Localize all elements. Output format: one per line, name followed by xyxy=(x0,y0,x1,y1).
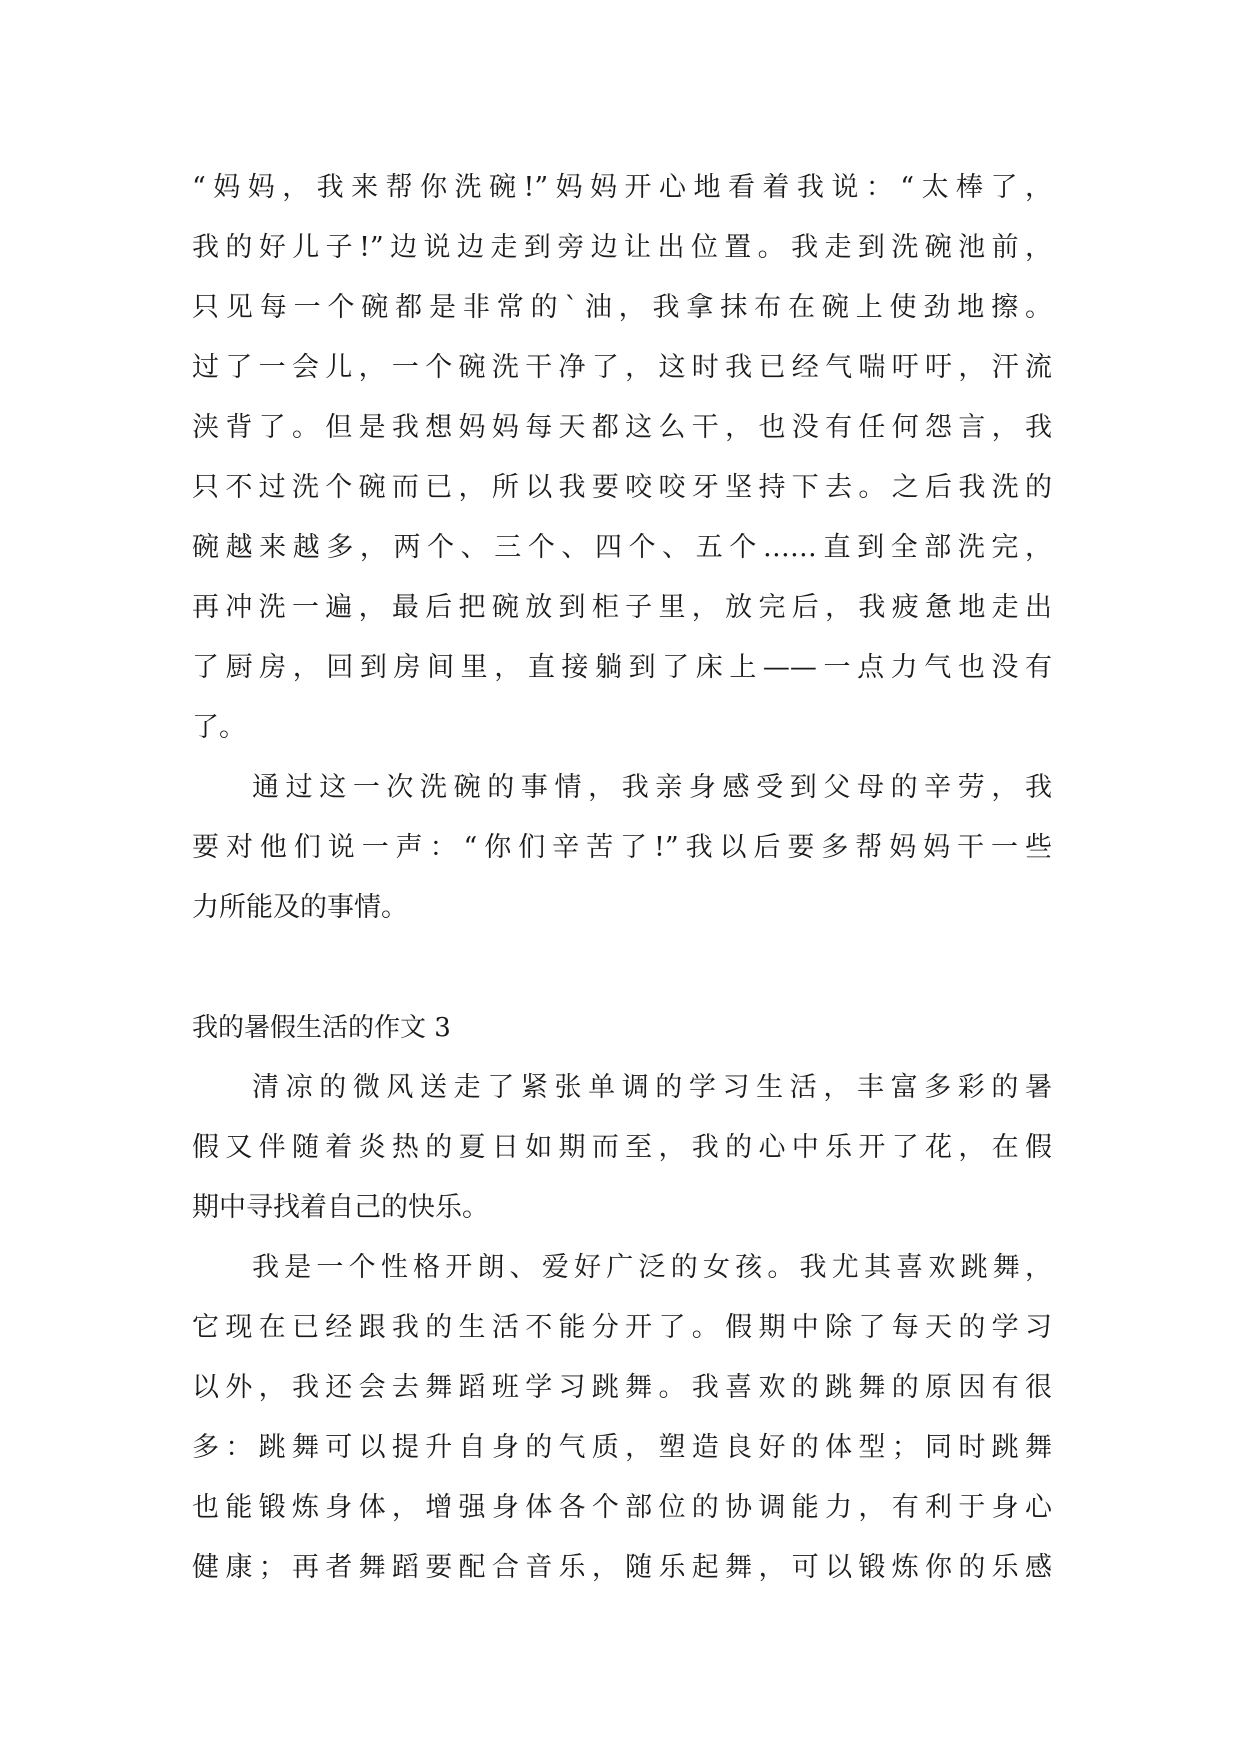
paragraph-line: 只见每一个碗都是非常的`油，我拿抹布在碗上使劲地擦。 xyxy=(192,292,1052,323)
paragraph-line: 通过这一次洗碗的事情，我亲身感受到父母的辛劳，我 xyxy=(252,772,1052,803)
paragraph-line: 只不过洗个碗而已，所以我要咬咬牙坚持下去。之后我洗的 xyxy=(192,472,1052,503)
paragraph-line: 我是一个性格开朗、爱好广泛的女孩。我尤其喜欢跳舞， xyxy=(252,1252,1052,1283)
paragraph-summer-intro xyxy=(192,1058,1052,1238)
paragraph-line: 期中寻找着自己的快乐。 xyxy=(192,1192,489,1223)
paragraph-dishwashing xyxy=(192,158,1052,758)
paragraph-line: 了厨房，回到房间里，直接躺到了床上——一点力气也没有 xyxy=(192,652,1052,683)
paragraph-line: 健康；再者舞蹈要配合音乐，随乐起舞，可以锻炼你的乐感 xyxy=(192,1552,1052,1583)
paragraph-line: 要对他们说一声：“你们辛苦了!”我以后要多帮妈妈干一些 xyxy=(192,832,1052,863)
paragraph-line: 假又伴随着炎热的夏日如期而至，我的心中乐开了花，在假 xyxy=(192,1132,1052,1163)
paragraph-line: 清凉的微风送走了紧张单调的学习生活，丰富多彩的暑 xyxy=(252,1072,1052,1103)
paragraph-line: 浃背了。但是我想妈妈每天都这么干，也没有任何怨言，我 xyxy=(192,412,1052,443)
paragraph-line: 碗越来越多，两个、三个、四个、五个……直到全部洗完， xyxy=(192,532,1052,563)
paragraph-line: 多：跳舞可以提升自身的气质，塑造良好的体型；同时跳舞 xyxy=(192,1432,1052,1463)
paragraph-line: 我的好儿子!”边说边走到旁边让出位置。我走到洗碗池前， xyxy=(192,232,1052,263)
paragraph-spacer xyxy=(192,938,1052,998)
paragraph-line: 力所能及的事情。 xyxy=(192,892,408,923)
paragraph-dancing xyxy=(192,1238,1052,1598)
paragraph-line: 再冲洗一遍，最后把碗放到柜子里，放完后，我疲惫地走出 xyxy=(192,592,1052,623)
section-title: 我的暑假生活的作文 3 xyxy=(192,1013,451,1043)
paragraph-line: 它现在已经跟我的生活不能分开了。假期中除了每天的学习 xyxy=(192,1312,1052,1343)
paragraph-line: 以外，我还会去舞蹈班学习跳舞。我喜欢的跳舞的原因有很 xyxy=(192,1372,1052,1403)
paragraph-line: 了。 xyxy=(192,712,246,743)
document-body xyxy=(192,158,1052,1598)
paragraph-line: 过了一会儿，一个碗洗干净了，这时我已经气喘吁吁，汗流 xyxy=(192,352,1052,383)
paragraph-line: “妈妈，我来帮你洗碗!”妈妈开心地看着我说：“太棒了， xyxy=(192,172,1052,203)
paragraph-conclusion xyxy=(192,758,1052,938)
paragraph-line: 也能锻炼身体，增强身体各个部位的协调能力，有利于身心 xyxy=(192,1492,1052,1523)
